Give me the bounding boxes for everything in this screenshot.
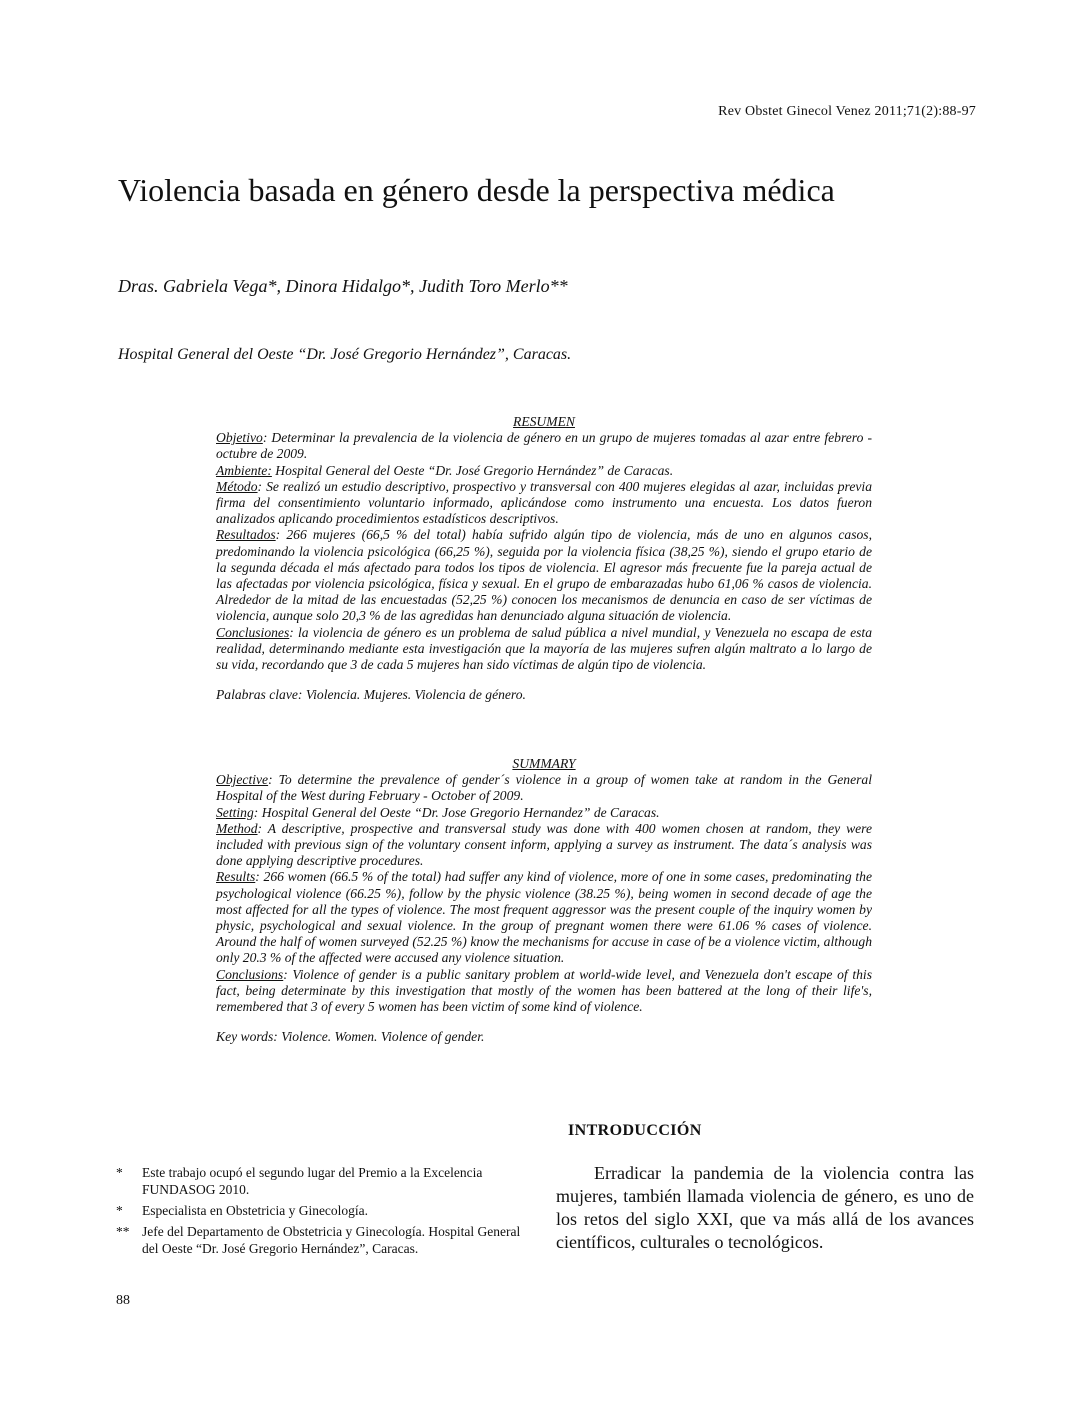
objetivo-label: Objetivo [216, 430, 263, 446]
summary-section [216, 756, 872, 1045]
resumen-metodo [216, 479, 872, 528]
conclusiones-text: : la violencia de género es un problema de salud pública a nivel mundial, y Venezuela no escapa de esta realidad, determinando mediante esta investigación que la mayoría de las mujeres sufren algún maltrato a lo largo de su vida, recordando que 3 de cada 5 mujeres han sido víctimas de algún tipo de violencia. [216, 624, 872, 673]
resumen-keywords: Palabras clave: Violencia. Mujeres. Violencia de género. [216, 687, 526, 703]
introduction-heading: INTRODUCCIÓN [568, 1122, 702, 1139]
results-label: Results [216, 869, 256, 885]
resultados-text: : 266 mujeres (66,5 % del total) había sufrido algún tipo de violencia, más de uno en algunos casos, predominando la violencia psicológica (66,25 %), seguida por la violencia física (38,25 %), siendo el grupo etario de la segunda década el más afectado para todos los tipos de violencia. El agresor más frecuente fue la pareja actual de las afectadas por violencia psicológica, física y sexual. En el grupo de embarazadas hubo 61,06 % casos de violencia. Alrededor de la mitad de las encuestadas (52,25 %) conocen los mecanismos de denuncia en caso de ser víctimas de violencia, aunque solo 20,3 % de las agredidas han denunciado alguna situación de violencia. [216, 527, 872, 624]
method-label: Method [216, 820, 258, 836]
conclusions-label: Conclusions [216, 966, 284, 982]
summary-heading: SUMMARY [512, 756, 576, 771]
objective-text: : To determine the prevalence of gender´s violence in a group of women take at random in the General Hospital of the West during February - October of 2009. [216, 772, 872, 804]
footnote [116, 1223, 526, 1257]
introduction-text: Erradicar la pandemia de la violencia contra las mujeres, también llamada violencia de género, es uno de los retos del siglo XXI, que va más allá de los avances científicos, culturales o tecnológicos. [556, 1163, 974, 1252]
summary-method [216, 821, 872, 870]
resumen-section [216, 414, 872, 703]
summary-keywords: Key words: Violence. Women. Violence of gender. [216, 1029, 485, 1045]
journal-reference: Rev Obstet Ginecol Venez 2011;71(2):88-97 [718, 104, 976, 119]
summary-conclusions [216, 967, 872, 1016]
footnote-text: Jefe del Departamento de Obstetricia y Ginecología. Hospital General del Oeste “Dr. José Gregorio Hernández”, Caracas. [142, 1224, 521, 1256]
footnote-text: Especialista en Obstetricia y Ginecología. [142, 1203, 369, 1218]
conclusiones-label: Conclusiones [216, 624, 290, 640]
page-number: 88 [116, 1293, 130, 1308]
footnote [116, 1164, 526, 1198]
ambiente-text: Hospital General del Oeste “Dr. José Gregorio Hernández” de Caracas. [271, 462, 674, 478]
ambiente-label: Ambiente: [216, 462, 272, 478]
setting-label: Setting [216, 804, 254, 820]
resumen-objetivo [216, 430, 872, 462]
objetivo-text: : Determinar la prevalencia de la violencia de género en un grupo de mujeres tomadas al azar entre febrero - octubre de 2009. [216, 430, 872, 462]
authors: Dras. Gabriela Vega*, Dinora Hidalgo*, Judith Toro Merlo** [118, 276, 568, 296]
summary-results [216, 869, 872, 966]
footnote-mark: * [116, 1203, 123, 1218]
setting-text: : Hospital General del Oeste “Dr. Jose Gregorio Hernandez” de Caracas. [253, 804, 660, 820]
footnote-mark: ** [116, 1224, 130, 1239]
method-text: : A descriptive, prospective and transversal study was done with 400 women chosen at random, they were included with previous sign of the voluntary consent inform, applying a survey as instrument. The data´s analysis was done applying descriptive procedures. [216, 820, 872, 869]
resumen-resultados [216, 527, 872, 624]
footnote-text: Este trabajo ocupó el segundo lugar del Premio a la Excelencia FUNDASOG 2010. [142, 1165, 483, 1197]
summary-setting [216, 805, 872, 821]
objective-label: Objective [216, 772, 269, 788]
affiliation: Hospital General del Oeste “Dr. José Gregorio Hernández”, Caracas. [118, 346, 572, 363]
resumen-conclusiones [216, 625, 872, 674]
footnote [116, 1202, 526, 1219]
summary-objective [216, 772, 872, 804]
footnotes [116, 1164, 526, 1261]
article-title: Violencia basada en género desde la perspectiva médica [118, 172, 835, 208]
results-text: : 266 women (66.5 % of the total) had suffer any kind of violence, more of one in some cases, predominating the psychological violence (66.25 %), follow by the physic violence (38.25 %), being women in second decade of age the most affected for all the types of violence. The most frequent aggressor was the present couple of the inquiry women by physic, psychological and sexual violence. In the group of pregnant women there were 61.06 % cases of violence. Around the half of women surveyed (52.25 %) know the mechanisms for accuse in case of be a violence victim, although only 20.3 % of the affected were accused any violence situation. [216, 869, 872, 966]
resultados-label: Resultados [216, 527, 276, 543]
metodo-text: : Se realizó un estudio descriptivo, prospectivo y transversal con 400 mujeres elegidas al azar, incluidas previa firma del consentimiento voluntario informado, aplicándose como instrumento una encuesta. Los datos fueron analizados aplicando procedimientos estadísticos descriptivos. [216, 478, 872, 527]
conclusions-text: : Violence of gender is a public sanitary problem at world-wide level, and Venezuela don't escape of this fact, being determinate by this investigation that mostly of the women has been battered at the long of their life's, remembered that 3 of every 5 women has been victim of some kind of violence. [216, 966, 872, 1015]
introduction-paragraph [556, 1162, 974, 1254]
resumen-heading: RESUMEN [513, 414, 575, 429]
resumen-ambiente [216, 463, 872, 479]
metodo-label: Método [216, 478, 258, 494]
footnote-mark: * [116, 1165, 123, 1180]
